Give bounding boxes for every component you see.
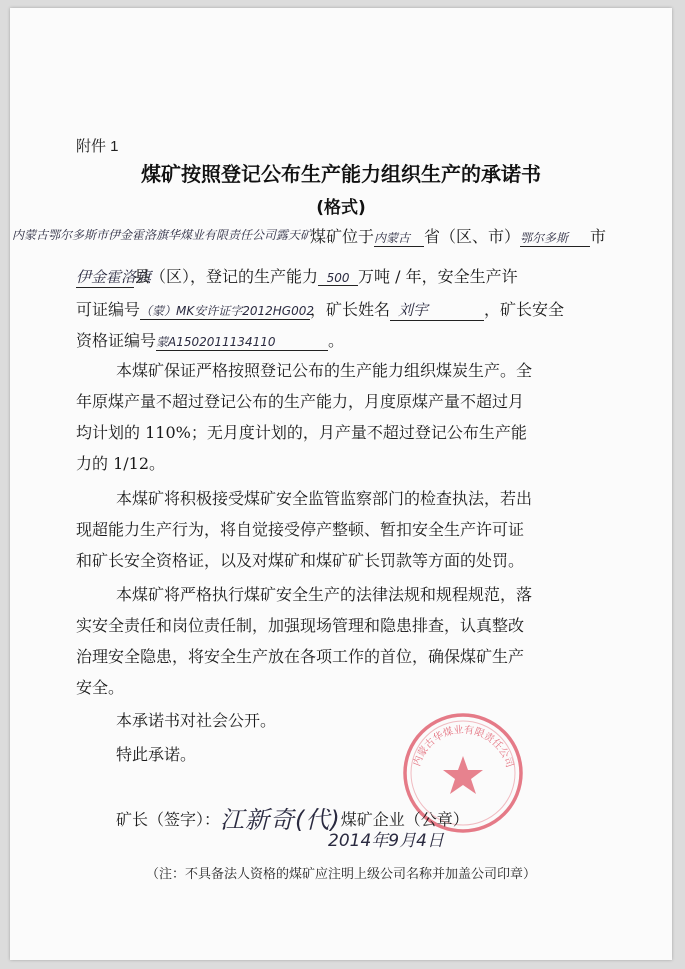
license-number-field: （蒙）MK安许证字2012HG002 bbox=[140, 304, 315, 318]
paragraph-5: 特此承诺。 bbox=[116, 745, 197, 764]
paragraph-3-line: 治理安全隐患，将安全生产放在各项工作的首位，确保煤矿生产 bbox=[76, 647, 525, 666]
form-text: 煤矿位于 bbox=[310, 227, 375, 246]
form-text: ，矿长姓名 bbox=[310, 300, 391, 319]
paragraph-1-line: 力的 1/12。 bbox=[76, 454, 166, 473]
manager-signature: 江新奇(代) bbox=[220, 806, 341, 834]
form-text: ，矿长安全 bbox=[484, 300, 565, 319]
form-text: 市 bbox=[590, 227, 607, 246]
footnote: （注：不具备法人资格的煤矿应注明上级公司名称并加盖公司印章） bbox=[145, 867, 536, 882]
safety-cert-field: 蒙A1502011134110 bbox=[156, 333, 328, 351]
format-label: (格式) bbox=[316, 198, 366, 218]
paragraph-3-line: 安全。 bbox=[76, 678, 125, 697]
paragraph-2-line: 和矿长安全资格证，以及对煤矿和煤矿矿长罚款等方面的处罚。 bbox=[76, 551, 525, 570]
form-text: 省（区、市） bbox=[424, 227, 521, 246]
paragraph-1-line: 均计划的 110%；无月度计划的，月产量不超过登记公布生产能 bbox=[76, 423, 527, 442]
form-line-2 bbox=[76, 264, 518, 288]
form-line-1b bbox=[310, 224, 606, 247]
paragraph-1-line: 本煤矿保证严格按照登记公布的生产能力组织煤炭生产。全 bbox=[116, 361, 533, 380]
manager-signature-label: 矿长（签字）： bbox=[116, 810, 221, 829]
form-text: 县（区），登记的生产能力 bbox=[134, 267, 319, 286]
document-page bbox=[10, 8, 672, 960]
capacity-field: 500 bbox=[318, 271, 358, 286]
city-field: 鄂尔多斯 bbox=[520, 229, 590, 247]
paragraph-3-line: 本煤矿将严格执行煤矿安全生产的法律法规和规程规范，落 bbox=[116, 585, 533, 604]
seal-text: 内蒙古华煤业有限责任公司 bbox=[411, 724, 515, 770]
form-text: 可证编号 bbox=[76, 300, 141, 319]
manager-name-field: 刘宇 bbox=[390, 299, 484, 321]
paragraph-1-line: 年原煤产量不超过登记公布的生产能力，月度原煤产量不超过月 bbox=[76, 392, 525, 411]
form-text: 。 bbox=[328, 331, 345, 350]
paragraph-2-line: 现超能力生产行为，将自觉接受停产整顿、暂扣安全生产许可证 bbox=[76, 520, 525, 539]
document-title: 煤矿按照登记公布生产能力组织生产的承诺书 bbox=[141, 162, 541, 186]
form-text: 万吨 / 年，安全生产许 bbox=[358, 267, 518, 286]
paragraph-2-line: 本煤矿将积极接受煤矿安全监管监察部门的检查执法，若出 bbox=[116, 489, 533, 508]
attachment-label: 附件 1 bbox=[76, 138, 119, 155]
signature-date: 2014年9月4日 bbox=[328, 831, 444, 851]
seal-label: 煤矿企业（公章） bbox=[340, 810, 469, 829]
form-line-1 bbox=[12, 224, 312, 243]
paragraph-4: 本承诺书对社会公开。 bbox=[116, 711, 277, 730]
province-field: 内蒙古 bbox=[374, 229, 424, 247]
form-text: 资格证编号 bbox=[76, 331, 157, 350]
form-line-3 bbox=[76, 297, 564, 321]
form-line-4 bbox=[76, 328, 344, 351]
company-name-handwritten: 内蒙古鄂尔多斯市伊金霍洛旗华煤业有限责任公司露天矿 bbox=[12, 228, 313, 242]
paragraph-3-line: 实安全责任和岗位责任制，加强现场管理和隐患排查，认真整改 bbox=[76, 616, 525, 635]
county-field: 伊金霍洛旗 bbox=[76, 268, 152, 286]
